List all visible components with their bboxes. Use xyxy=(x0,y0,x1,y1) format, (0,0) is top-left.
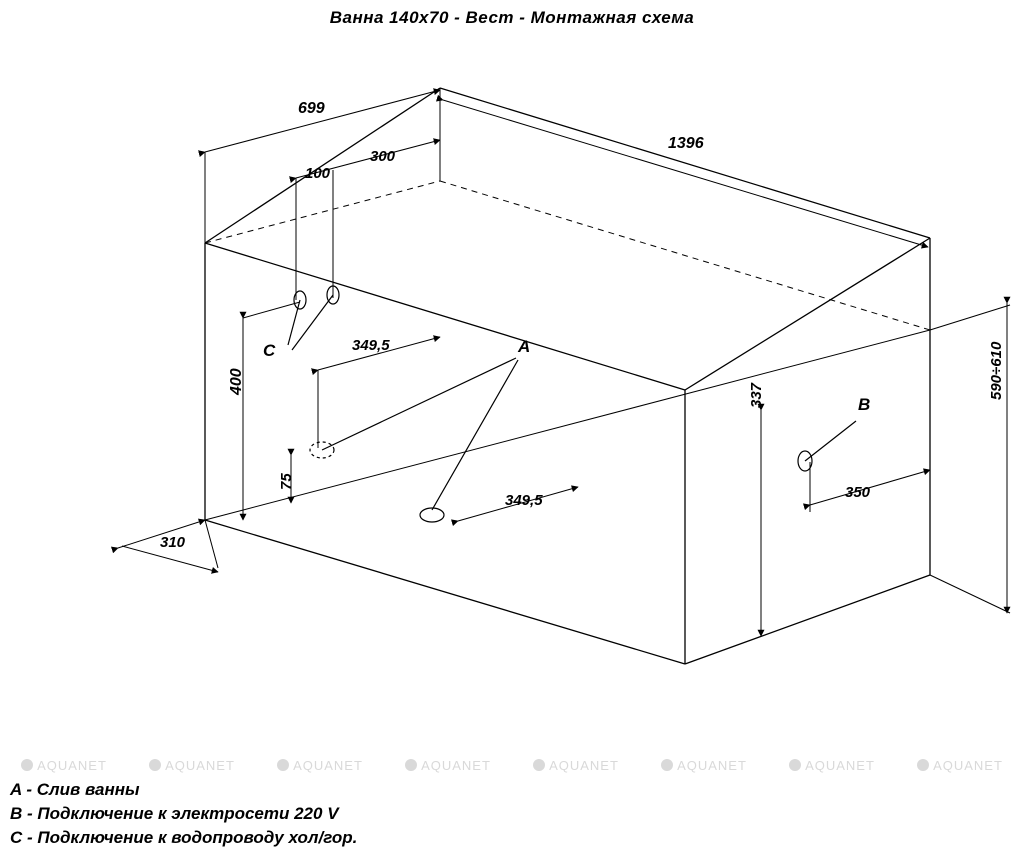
watermark-text: AQUANET xyxy=(421,757,491,773)
watermark-text: AQUANET xyxy=(549,757,619,773)
watermark-text: AQUANET xyxy=(37,757,107,773)
dimension-drain-upper: 349,5 xyxy=(352,337,390,354)
dimension-electro-offset: 350 xyxy=(845,484,871,501)
watermark-text: AQUANET xyxy=(933,757,1003,773)
dimension-offset-100: 100 xyxy=(305,165,331,182)
watermark-text: AQUANET xyxy=(293,757,363,773)
dimension-total-height: 590÷610 xyxy=(988,341,1005,400)
watermark-text: AQUANET xyxy=(165,757,235,773)
drain-hole-lower xyxy=(420,508,444,522)
marker-label-a: A xyxy=(518,337,531,356)
dimension-depth-310: 310 xyxy=(160,534,186,551)
legend xyxy=(10,778,357,850)
legend-item-a: A - Слив ванны xyxy=(10,780,140,799)
inner-basin-solid xyxy=(205,330,930,520)
legend-item-c: C - Подключение к водопроводу хол/гор. xyxy=(10,828,358,847)
marker-a-leaders xyxy=(322,358,518,510)
marker-label-c: C xyxy=(263,341,276,360)
dimension-drain-lower: 349,5 xyxy=(505,492,543,509)
legend-item-b: B - Подключение к электросети 220 V xyxy=(10,804,339,823)
dimension-length: 1396 xyxy=(668,135,704,152)
dimension-lines xyxy=(118,88,1010,636)
watermark-text: AQUANET xyxy=(677,757,747,773)
dimension-electro-height: 337 xyxy=(748,382,765,408)
dimension-top-width: 699 xyxy=(298,100,325,117)
dimension-offset-300: 300 xyxy=(370,148,396,165)
marker-label-b: B xyxy=(858,395,871,414)
electro-point xyxy=(798,421,856,471)
dimension-height-75: 75 xyxy=(278,473,295,490)
inner-basin-lines xyxy=(205,181,930,330)
watermark-text: AQUANET xyxy=(805,757,875,773)
page-title: Ванна 140х70 - Вест - Монтажная схема xyxy=(329,8,695,27)
dimension-height-400: 400 xyxy=(228,368,245,395)
